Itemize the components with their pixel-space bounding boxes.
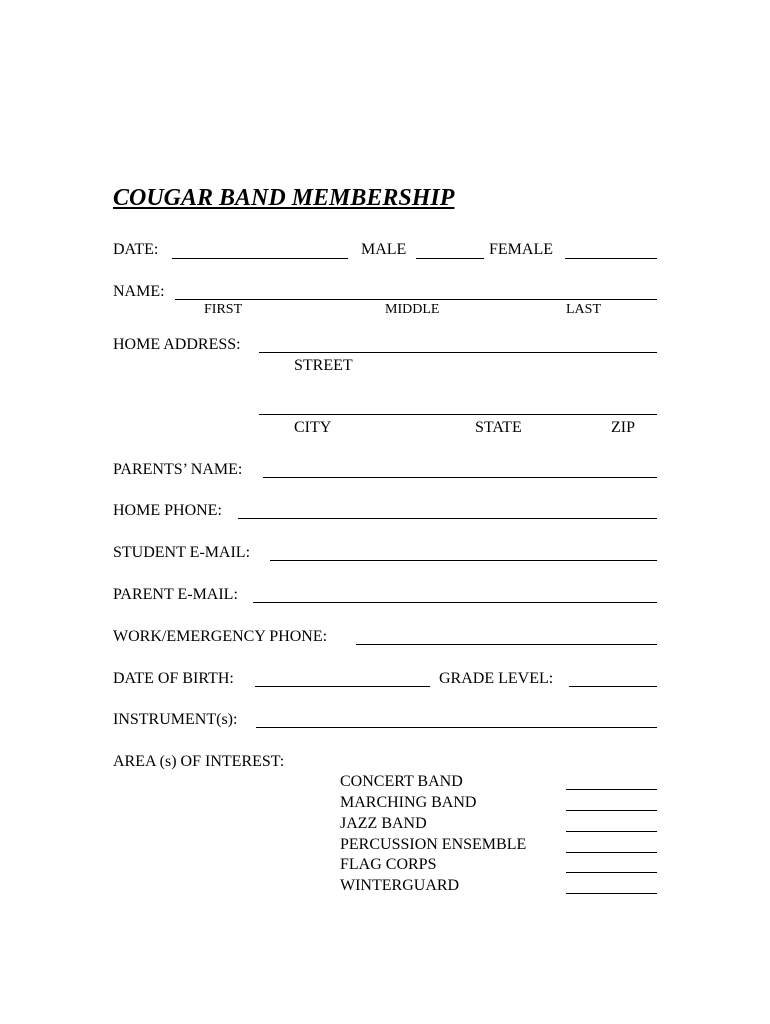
city-state-zip-field[interactable] <box>259 414 657 415</box>
female-field[interactable] <box>565 258 657 259</box>
interest-field[interactable] <box>566 831 657 832</box>
home-address-label: HOME ADDRESS: <box>113 336 241 353</box>
student-email-label: STUDENT E-MAIL: <box>113 544 251 561</box>
interest-label: CONCERT BAND <box>340 773 463 790</box>
zip-caption: ZIP <box>611 419 635 436</box>
middle-caption: MIDDLE <box>385 302 440 317</box>
interest-label: JAZZ BAND <box>340 815 427 832</box>
interest-label: PERCUSSION ENSEMBLE <box>340 836 527 853</box>
female-label: FEMALE <box>489 241 553 258</box>
street-field[interactable] <box>259 352 657 353</box>
work-emergency-phone-field[interactable] <box>356 644 657 645</box>
areas-of-interest-label: AREA (s) OF INTEREST: <box>113 753 285 770</box>
interest-label: MARCHING BAND <box>340 794 477 811</box>
parent-email-field[interactable] <box>253 602 657 603</box>
date-of-birth-label: DATE OF BIRTH: <box>113 670 234 687</box>
interest-label: FLAG CORPS <box>340 856 437 873</box>
interest-field[interactable] <box>566 872 657 873</box>
work-emergency-phone-label: WORK/EMERGENCY PHONE: <box>113 628 328 645</box>
student-email-field[interactable] <box>270 560 657 561</box>
grade-level-label: GRADE LEVEL: <box>439 670 554 687</box>
name-label: NAME: <box>113 283 165 300</box>
date-of-birth-field[interactable] <box>255 686 430 687</box>
interest-field[interactable] <box>566 852 657 853</box>
parents-name-field[interactable] <box>263 477 657 478</box>
male-label: MALE <box>361 241 407 258</box>
last-caption: LAST <box>566 302 601 317</box>
date-label: DATE: <box>113 241 159 258</box>
male-field[interactable] <box>416 258 484 259</box>
parent-email-label: PARENT E-MAIL: <box>113 586 238 603</box>
form-title: COUGAR BAND MEMBERSHIP <box>113 185 455 211</box>
first-caption: FIRST <box>204 302 243 317</box>
interest-label: WINTERGUARD <box>340 877 460 894</box>
grade-level-field[interactable] <box>569 686 657 687</box>
instruments-label: INSTRUMENT(s): <box>113 711 238 728</box>
home-phone-field[interactable] <box>238 518 657 519</box>
name-field[interactable] <box>175 299 657 300</box>
interest-field[interactable] <box>566 810 657 811</box>
interest-field[interactable] <box>566 789 657 790</box>
state-caption: STATE <box>475 419 522 436</box>
interest-field[interactable] <box>566 893 657 894</box>
home-phone-label: HOME PHONE: <box>113 502 222 519</box>
date-field[interactable] <box>172 258 348 259</box>
instruments-field[interactable] <box>256 727 657 728</box>
parents-name-label: PARENTS’ NAME: <box>113 461 243 478</box>
street-caption: STREET <box>294 357 353 374</box>
city-caption: CITY <box>294 419 332 436</box>
